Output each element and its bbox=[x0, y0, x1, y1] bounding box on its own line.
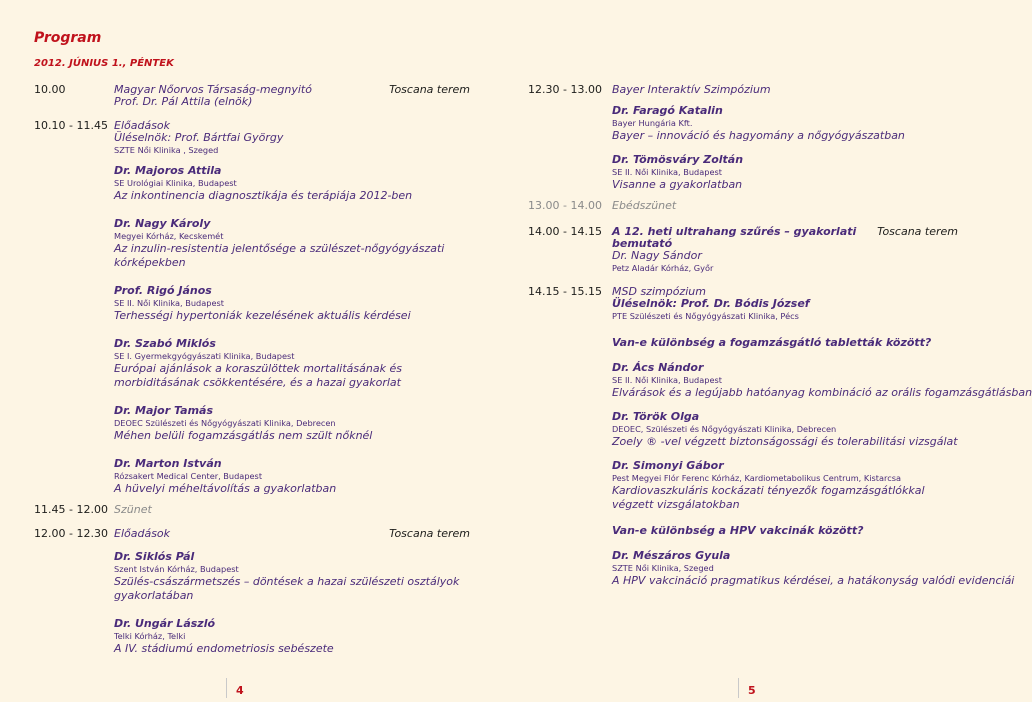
talk-title: Visanne a gyakorlatban bbox=[612, 178, 743, 191]
session-institution: Petz Aladár Kórház, Győr bbox=[612, 263, 714, 273]
talk-speaker: Dr. Ács Nándor bbox=[612, 361, 704, 374]
session-chair-institution: SZTE Női Klinika , Szeged bbox=[114, 145, 219, 155]
talk-speaker: Dr. Tömösváry Zoltán bbox=[612, 153, 744, 166]
talk-title: Terhességi hypertoniák kezelésének aktuális kérdései bbox=[114, 309, 411, 322]
talk-item bbox=[612, 153, 958, 192]
session-time: 10.00 bbox=[34, 83, 66, 96]
page-number-right bbox=[748, 684, 756, 697]
talk-speaker: Dr. Simonyi Gábor bbox=[612, 459, 724, 472]
page-date: 2012. JÚNIUS 1., PÉNTEK bbox=[34, 58, 174, 69]
session-time: 12.30 - 13.00 bbox=[528, 83, 602, 96]
talk-item bbox=[612, 410, 958, 449]
session-time: 14.15 - 15.15 bbox=[528, 285, 602, 298]
talk-item bbox=[114, 617, 470, 656]
session-time: 13.00 - 14.00 bbox=[528, 199, 602, 212]
question-heading: Van-e különbség a fogamzásgátló tabletták között? bbox=[612, 336, 932, 349]
talk-institution: Telki Kórház, Telki bbox=[114, 631, 186, 641]
session-time: 10.10 - 11.45 bbox=[34, 119, 108, 132]
session-ultrasound-demo bbox=[528, 226, 958, 274]
session-opening bbox=[34, 84, 470, 108]
talk-title: Bayer – innováció és hagyomány a nőgyógyászatban bbox=[612, 129, 905, 142]
talk-institution: Rózsakert Medical Center, Budapest bbox=[114, 471, 263, 481]
session-lectures-2 bbox=[34, 528, 470, 656]
right-column bbox=[528, 83, 1032, 588]
talk-speaker: Dr. Szabó Miklós bbox=[114, 337, 216, 350]
talk-title: Elvárások és a legújabb hatóanyag kombináció az orális fogamzásgátlásban bbox=[612, 386, 1032, 399]
session-title: MSD szimpózium bbox=[612, 285, 706, 298]
talk-institution: SE I. Gyermekgyógyászati Klinika, Budapest bbox=[114, 351, 295, 361]
talk-speaker: Dr. Siklós Pál bbox=[114, 550, 195, 563]
session-speaker: Dr. Nagy Sándor bbox=[612, 249, 702, 262]
talk-item bbox=[114, 284, 470, 323]
session-lectures-1 bbox=[34, 120, 470, 496]
page-title: Program bbox=[34, 30, 102, 46]
page-divider-tick bbox=[738, 678, 739, 698]
talk-title: Kardiovaszkuláris kockázati tényezők fogamzásgátlókkal végzett vizsgálatokban bbox=[612, 484, 925, 511]
talk-institution: SE II. Női Klinika, Budapest bbox=[612, 167, 722, 177]
session-room: Toscana terem bbox=[877, 225, 958, 238]
talk-institution: Pest Megyei Flór Ferenc Kórház, Kardiometabolikus Centrum, Kistarcsa bbox=[612, 473, 901, 483]
talk-institution: DEOEC Szülészeti és Nőgyógyászati Klinika, Debrecen bbox=[114, 418, 336, 428]
session-time: 14.00 - 14.15 bbox=[528, 225, 602, 238]
session-title: A 12. heti ultrahang szűrés – gyakorlati bemutató bbox=[612, 225, 857, 250]
session-lunch bbox=[528, 200, 958, 212]
question-heading: Van-e különbség a HPV vakcinák között? bbox=[612, 524, 864, 537]
session-room: Toscana terem bbox=[389, 527, 470, 540]
talk-title: Szülés-császármetszés – döntések a hazai szülészeti osztályok gyakorlatában bbox=[114, 575, 460, 602]
talk-institution: Bayer Hungária Kft. bbox=[612, 118, 693, 128]
talk-item bbox=[114, 217, 470, 270]
page-number-left bbox=[236, 684, 244, 697]
talk-speaker: Dr. Nagy Károly bbox=[114, 217, 211, 230]
talk-speaker: Dr. Majoros Attila bbox=[114, 164, 222, 177]
talk-item bbox=[612, 104, 958, 143]
session-title: Előadások bbox=[114, 527, 171, 540]
page-number-text: 4 bbox=[236, 684, 244, 697]
talk-title: Méhen belüli fogamzásgátlás nem szült nőknél bbox=[114, 429, 373, 442]
session-chair: Prof. Dr. Pál Attila (elnök) bbox=[114, 95, 253, 108]
session-break bbox=[34, 504, 470, 516]
talk-title: A IV. stádiumú endometriosis sebészete bbox=[114, 642, 334, 655]
session-title: Ebédszünet bbox=[612, 199, 677, 212]
page-number-text: 5 bbox=[748, 684, 756, 697]
session-title: Szünet bbox=[114, 503, 152, 516]
session-chair: Üléselnök: Prof. Dr. Bódis József bbox=[612, 297, 810, 310]
session-title: Magyar Nőorvos Társaság-megnyitó bbox=[114, 83, 312, 96]
talk-item bbox=[612, 549, 1015, 588]
talk-item bbox=[114, 457, 470, 496]
talk-speaker: Dr. Ungár László bbox=[114, 617, 216, 630]
talk-title: Az inzulin-resistentia jelentősége a szülészet-nőgyógyászati kórképekben bbox=[114, 242, 445, 269]
talk-item bbox=[114, 164, 470, 203]
talk-speaker: Dr. Marton István bbox=[114, 457, 222, 470]
session-title: Előadások bbox=[114, 119, 171, 132]
talk-speaker: Prof. Rigó János bbox=[114, 284, 212, 297]
talk-title: Az inkontinencia diagnosztikája és terápiája 2012-ben bbox=[114, 189, 413, 202]
session-room: Toscana terem bbox=[389, 83, 470, 96]
talk-institution: SE Urológiai Klinika, Budapest bbox=[114, 178, 237, 188]
page-divider-tick bbox=[226, 678, 227, 698]
talk-speaker: Dr. Mészáros Gyula bbox=[612, 549, 731, 562]
talk-title: A hüvelyi méheltávolítás a gyakorlatban bbox=[114, 482, 337, 495]
left-column bbox=[34, 84, 470, 656]
talk-item bbox=[114, 337, 470, 390]
talk-item bbox=[114, 550, 470, 603]
session-title: Bayer Interaktív Szimpózium bbox=[612, 83, 771, 96]
talk-title: Európai ajánlások a koraszülöttek mortalitásának és morbiditásának csökkentésére, és a hazai gyakorlat bbox=[114, 362, 402, 389]
talk-speaker: Dr. Faragó Katalin bbox=[612, 104, 723, 117]
talk-title: A HPV vakcináció pragmatikus kérdései, a hatákonyság valódi evidenciái bbox=[612, 574, 1015, 587]
talk-institution: SZTE Női Klinika, Szeged bbox=[612, 563, 714, 573]
talk-institution: SE II. Női Klinika, Budapest bbox=[114, 298, 224, 308]
talk-item bbox=[114, 404, 470, 443]
talk-institution: Szent István Kórház, Budapest bbox=[114, 564, 239, 574]
talk-speaker: Dr. Török Olga bbox=[612, 410, 700, 423]
talk-institution: SE II. Női Klinika, Budapest bbox=[612, 375, 722, 385]
talk-item bbox=[612, 361, 1032, 400]
session-chair-institution: PTE Szülészeti és Nőgyógyászati Klinika, Pécs bbox=[612, 311, 799, 321]
talk-item bbox=[612, 459, 958, 512]
session-time: 12.00 - 12.30 bbox=[34, 527, 108, 540]
talk-title: Zoely ® -vel végzett biztonságossági és tolerabilitási vizsgálat bbox=[612, 435, 958, 448]
session-bayer-symposium bbox=[528, 84, 958, 192]
session-msd-symposium bbox=[528, 285, 1032, 588]
talk-speaker: Dr. Major Tamás bbox=[114, 404, 213, 417]
talk-institution: Megyei Kórház, Kecskemét bbox=[114, 231, 224, 241]
talk-institution: DEOEC, Szülészeti és Nőgyógyászati Klinika, Debrecen bbox=[612, 424, 837, 434]
session-chair: Üléselnök: Prof. Bártfai György bbox=[114, 131, 284, 144]
session-time: 11.45 - 12.00 bbox=[34, 503, 108, 516]
